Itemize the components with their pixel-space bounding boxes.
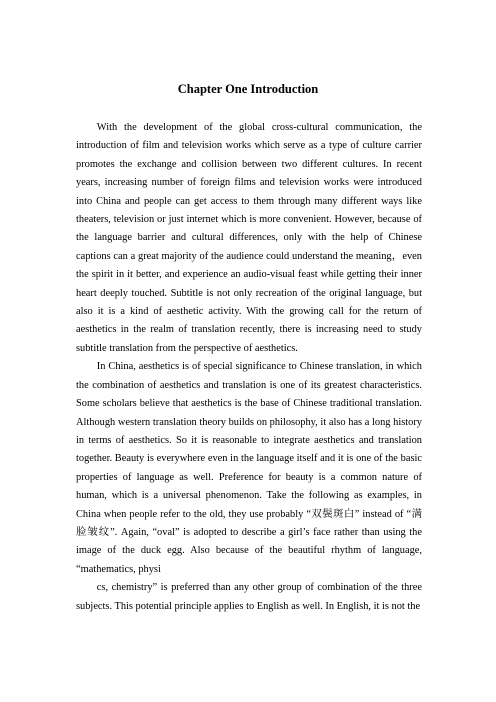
paragraph: With the development of the global cross-cultural communication, the introduction of film and television works which serve as a type of culture carrier promotes the exchange and collision between two different cultures. In recent years, increasing number of foreign films and television works were introduced into China and people can get access to them through many different ways like theaters, television or just internet which is more convenient. However, because of the language barrier and cultural differences, only with the help of Chinese captions can a great majority of the audience could understand the meaning，even the spirit in it better, and experience an audio-visual feast while getting their inner heart deeply touched. Subtitle is not only recreation of the original language, but also it is a kind of aesthetic activity. With the growing call for the return of aesthetics in the realm of translation recently, there is increasing need to study subtitle translation from the perspective of aesthetics.: [76, 122, 422, 354]
body-text: [76, 119, 422, 616]
paragraph: In China, aesthetics is of special significance to Chinese translation, in which the combination of aesthetics and translation is one of its greatest characteristics. Some scholars believe that aesthetics is the base of Chinese traditional translation. Although western translation theory builds on philosophy, it also has a long history in terms of aesthetics. So it is reasonable to integrate aesthetics and translation together. Beauty is everywhere even in the language itself and it is one of the basic properties of language as well. Preference for beauty is a common nature of human, which is a universal phenomenon. Take the following as examples, in China when people refer to the old, they use probably “双鬓斑白” instead of “满脸皱纹”. Again, “oval” is adopted to describe a girl’s face rather than using the image of the duck egg. Also because of the beautiful rhythm of language, “mathematics, physi: [76, 361, 422, 575]
chapter-title: Chapter One Introduction: [177, 82, 319, 96]
paragraph: cs, chemistry” is preferred than any other group of combination of the three subjects. This potential principle applies to English as well. In English, it is not the: [76, 582, 422, 612]
